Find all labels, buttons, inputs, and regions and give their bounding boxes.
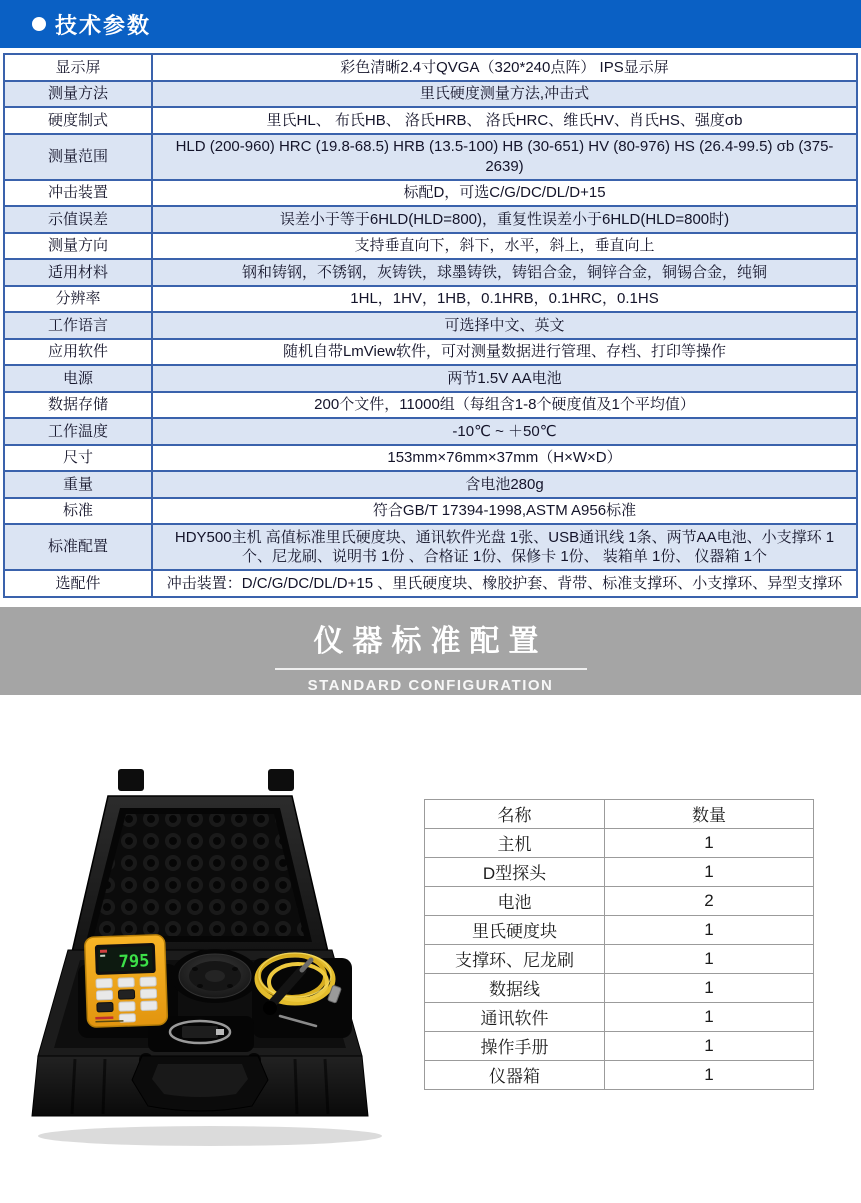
- configuration-section: [0, 695, 861, 1203]
- spec-value: 误差小于等于6HLD(HLD=800)，重复性误差小于6HLD(HLD=800时): [152, 206, 857, 233]
- case-shadow: [38, 1126, 382, 1146]
- test-block: [179, 954, 251, 998]
- spec-row: [4, 312, 857, 339]
- spec-row: [4, 418, 857, 445]
- spec-label: 测量方法: [4, 81, 152, 108]
- spec-row: [4, 445, 857, 472]
- spec-label: 测量方向: [4, 233, 152, 260]
- config-item-qty: 1: [605, 828, 814, 857]
- config-row: [425, 828, 814, 857]
- config-item-qty: 2: [605, 886, 814, 915]
- spec-value: -10℃ ~ ＋50℃: [152, 418, 857, 445]
- spec-value: 含电池280g: [152, 471, 857, 498]
- spec-label: 尺寸: [4, 445, 152, 472]
- spec-row: [4, 81, 857, 108]
- config-item-qty: 1: [605, 1002, 814, 1031]
- spec-value: 可选择中文、英文: [152, 312, 857, 339]
- spec-row: [4, 233, 857, 260]
- config-item-qty: 1: [605, 1060, 814, 1089]
- config-item-qty: 1: [605, 973, 814, 1002]
- config-item-name: 数据线: [425, 973, 605, 1002]
- spec-label: 显示屏: [4, 54, 152, 81]
- spec-value: 支持垂直向下，斜下，水平，斜上，垂直向上: [152, 233, 857, 260]
- spec-table: [3, 53, 858, 598]
- spec-label: 冲击装置: [4, 180, 152, 207]
- spec-value: 153mm×76mm×37mm（H×W×D）: [152, 445, 857, 472]
- spec-value: 符合GB/T 17394-1998,ASTM A956标准: [152, 498, 857, 525]
- config-item-qty: 1: [605, 944, 814, 973]
- spec-value: 里氏HL、 布氏HB、 洛氏HRB、 洛氏HRC、维氏HV、肖氏HS、强度σb: [152, 107, 857, 134]
- config-row: [425, 857, 814, 886]
- spec-value: 冲击装置：D/C/G/DC/DL/D+15 、里氏硬度块、橡胶护套、背带、标准支撑环、小支撑环、异型支撑环: [152, 570, 857, 597]
- spec-value: 200个文件，11000组（每组含1-8个硬度值及1个平均值）: [152, 392, 857, 419]
- config-item-name: 通讯软件: [425, 1002, 605, 1031]
- banner-title: 仪器标准配置: [313, 624, 548, 658]
- spec-value: 钢和铸钢，不锈钢，灰铸铁，球墨铸铁，铸铝合金，铜锌合金，铜锡合金，纯铜: [152, 259, 857, 286]
- config-row: [425, 1060, 814, 1089]
- case-lid: [72, 769, 328, 952]
- config-table-body: [425, 799, 814, 1089]
- config-row: [425, 1002, 814, 1031]
- config-item-name: 仪器箱: [425, 1060, 605, 1089]
- config-header-qty: 数量: [605, 799, 814, 828]
- banner-divider: [275, 668, 587, 670]
- standard-configuration-banner: [0, 607, 861, 695]
- spec-label: 工作语言: [4, 312, 152, 339]
- config-row: [425, 1031, 814, 1060]
- spec-label: 测量范围: [4, 134, 152, 180]
- config-header-row: [425, 799, 814, 828]
- spec-label: 标准配置: [4, 524, 152, 570]
- display-reading: 795: [118, 950, 150, 972]
- spec-row: [4, 180, 857, 207]
- spec-row: [4, 392, 857, 419]
- banner-subtitle: STANDARD CONFIGURATION: [307, 676, 554, 694]
- spec-row: [4, 259, 857, 286]
- spec-label: 工作温度: [4, 418, 152, 445]
- spec-value: 里氏硬度测量方法,冲击式: [152, 81, 857, 108]
- bullet-icon: [32, 17, 46, 31]
- spec-row: [4, 134, 857, 180]
- spec-table-body: [4, 54, 857, 597]
- lid-foam: [94, 814, 304, 936]
- page-title: 技术参数: [55, 12, 152, 38]
- config-item-name: 里氏硬度块: [425, 915, 605, 944]
- hardness-tester-device: [85, 934, 168, 1027]
- spec-value: 标配D，可选C/G/DC/DL/D+15: [152, 180, 857, 207]
- spec-value: HLD (200-960) HRC (19.8-68.5) HRB (13.5-100) HB (30-651) HV (80-976) HS (26.4-99.5) σb (375-2639): [152, 134, 857, 180]
- config-row: [425, 886, 814, 915]
- config-item-name: D型探头: [425, 857, 605, 886]
- config-item-name: 主机: [425, 828, 605, 857]
- spec-label: 应用软件: [4, 339, 152, 366]
- latch-icon: [118, 769, 144, 791]
- spec-row: [4, 365, 857, 392]
- product-photo: [30, 763, 400, 1165]
- spec-label: 适用材料: [4, 259, 152, 286]
- case-handle: [132, 1053, 268, 1111]
- spec-label: 选配件: [4, 570, 152, 597]
- config-row: [425, 944, 814, 973]
- spec-label: 硬度制式: [4, 107, 152, 134]
- spec-value: 彩色清晰2.4寸QVGA（320*240点阵） IPS显示屏: [152, 54, 857, 81]
- spec-row: [4, 107, 857, 134]
- spec-value: 随机自带LmView软件，可对测量数据进行管理、存档、打印等操作: [152, 339, 857, 366]
- spec-label: 电源: [4, 365, 152, 392]
- spec-label: 数据存储: [4, 392, 152, 419]
- config-table: [424, 799, 814, 1090]
- spec-value: 1HL，1HV，1HB，0.1HRB，0.1HRC，0.1HS: [152, 286, 857, 313]
- config-item-qty: 1: [605, 1031, 814, 1060]
- config-row: [425, 915, 814, 944]
- spec-label: 重量: [4, 471, 152, 498]
- spec-row: [4, 54, 857, 81]
- spec-row: [4, 498, 857, 525]
- spec-label: 标准: [4, 498, 152, 525]
- spec-label: 分辨率: [4, 286, 152, 313]
- spec-value: HDY500主机 高值标准里氏硬度块、通讯软件光盘 1张、USB通讯线 1条、两节AA电池、小支撑环 1个、尼龙刷、说明书 1份 、合格证 1份、保修卡 1份、 装箱单 1份、 仪器箱 1个: [152, 524, 857, 570]
- spec-row: [4, 286, 857, 313]
- config-item-qty: 1: [605, 915, 814, 944]
- latch-icon: [268, 769, 294, 791]
- config-item-name: 操作手册: [425, 1031, 605, 1060]
- instrument-case-photo: [30, 763, 400, 1165]
- spec-row: [4, 471, 857, 498]
- config-row: [425, 973, 814, 1002]
- section-header-bar: [0, 0, 861, 48]
- case-front: [32, 1053, 368, 1116]
- config-item-name: 支撑环、尼龙刷: [425, 944, 605, 973]
- config-header-name: 名称: [425, 799, 605, 828]
- spec-label: 示值误差: [4, 206, 152, 233]
- config-item-qty: 1: [605, 857, 814, 886]
- spec-row: [4, 339, 857, 366]
- spec-row: [4, 524, 857, 570]
- config-item-name: 电池: [425, 886, 605, 915]
- spec-row: [4, 570, 857, 597]
- spec-value: 两节1.5V AA电池: [152, 365, 857, 392]
- spec-row: [4, 206, 857, 233]
